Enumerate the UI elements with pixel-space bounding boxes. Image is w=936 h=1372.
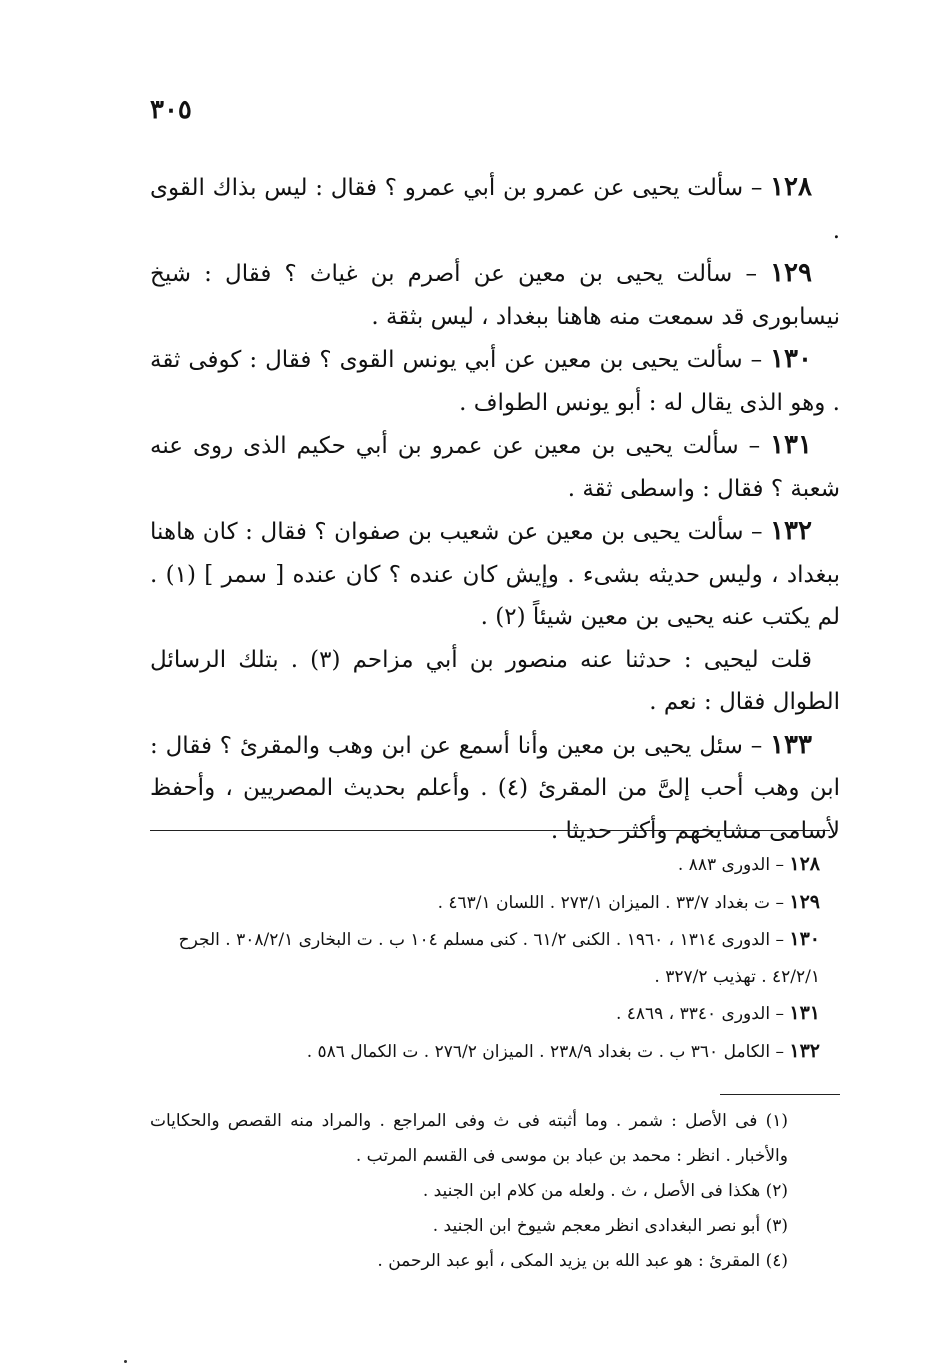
item-number: ١٢٩ (770, 258, 812, 288)
footnote-4: (٤) المقرىٔ : هو عبد الله بن يزيد المكى ، أبو عبد الرحمن . (377, 1251, 788, 1271)
source-131 (140, 995, 820, 1033)
source-132 (140, 1033, 820, 1071)
item-number: ١٢٨ (770, 172, 812, 202)
paragraph-130 (150, 338, 840, 424)
paragraph-132-continuation: قلت ليحيى : حدثنا عنه منصور بن أبي مزاحم (٣) . بتلك الرسائل الطوال فقال : نعم . (150, 646, 840, 715)
paragraph-text: – سألت يحيى عن عمرو بن أبي عمرو ؟ فقال : ليس بذاك القوى . (150, 175, 840, 244)
source-128 (140, 846, 820, 884)
footnote-3: (٣) أبو نصر البغدادى انظر معجم شيوخ ابن الجنيد . (432, 1216, 788, 1236)
main-text (150, 166, 840, 852)
item-number: ١٢٨ (789, 853, 820, 875)
source-129 (140, 884, 820, 922)
scan-speck (124, 1360, 127, 1363)
paragraph-text: – سألت يحيى بن معين عن شعيب بن صفوان ؟ فقال : كان هاهنا ببغداد ، وليس حديثه بشىء . وإيش كان عنده ؟ كان عنده [ سمر ] (١) . لم يكتب عنه يحيى بن معين شيئاً (٢) . (150, 519, 840, 630)
paragraph-text: – سألت يحيى بن معين عن أصرم بن غياث ؟ فقال : شيخ نيسابورى قد سمعت منه هاهنا ببغداد ، ليس بثقة . (150, 261, 840, 330)
source-130 (140, 921, 820, 995)
footnote-rule (720, 1094, 840, 1095)
page-number: ٣٠٥ (150, 95, 192, 125)
item-number: ١٢٩ (789, 890, 820, 913)
paragraph-133 (150, 724, 840, 853)
item-number: ١٣٢ (770, 516, 812, 546)
footnote-2: (٢) هكذا فى الأصل ، ث . ولعله من كلام ابن الجنيد . (422, 1181, 788, 1201)
footnotes (150, 1104, 840, 1279)
source-text: – الكامل ٣٦٠ ب . ت بغداد ٢٣٨/٩ . الميزان ٢٧٦/٢ . ت الكمال ٥٨٦ . (306, 1041, 790, 1062)
item-number: ١٣٠ (770, 344, 812, 374)
source-text: – ت بغداد ٣٣/٧ . الميزان ٢٧٣/١ . اللسان ٤٦٣/١ . (437, 892, 790, 913)
paragraph-132 (150, 510, 840, 639)
source-text: – الدورى ٨٨٣ . (677, 855, 790, 875)
item-number: ١٣١ (789, 1002, 820, 1024)
source-text: – الدورى ١٣١٤ ، ١٩٦٠ . الكنى ٦١/٢ . كنى مسلم ١٠٤ ب . ت البخارى ٣٠٨/٢/١ . الجرح ٤٢/٢/١ . تهذيب ٣٢٧/٢ . (178, 930, 820, 987)
paragraph-131 (150, 424, 840, 510)
paragraph-129 (150, 252, 840, 338)
paragraph-text: – سئل يحيى بن معين وأنا أسمع عن ابن وهب والمقرىٔ ؟ فقال : ابن وهب أحب إلىَّ من المقرىٔ (٤) . وأعلم بحديث المصريين ، وأحفظ لأسامى مشايخهم وأكثر حديثا . (150, 732, 841, 844)
item-number: ١٣١ (770, 430, 812, 460)
separator-rule (150, 830, 830, 831)
footnote-1: (١) فى الأصل : شمر . وما أثبته فى ث وفى المراجع . والمراد منه القصص والحكايات والأخبار . انظر : محمد بن عباد بن موسى فى القسم المرتب . (150, 1111, 788, 1166)
paragraph-text: – سألت يحيى بن معين عن أبي يونس القوى ؟ فقال : كوفى ثقة . وهو الذى يقال له : أبو يونس الطواف . (150, 347, 840, 416)
item-number: ١٣٣ (770, 729, 812, 760)
item-number: ١٣٢ (789, 1039, 820, 1062)
source-references (140, 846, 820, 1070)
paragraph-text: – سألت يحيى بن معين عن عمرو بن أبي حكيم الذى روى عنه شعبة ؟ فقال : واسطى ثقة . (150, 433, 840, 502)
item-number: ١٣٠ (789, 928, 820, 950)
source-text: – الدورى ٣٣٤٠ ، ٤٨٦٩ . (615, 1004, 790, 1024)
paragraph-128 (150, 166, 840, 252)
